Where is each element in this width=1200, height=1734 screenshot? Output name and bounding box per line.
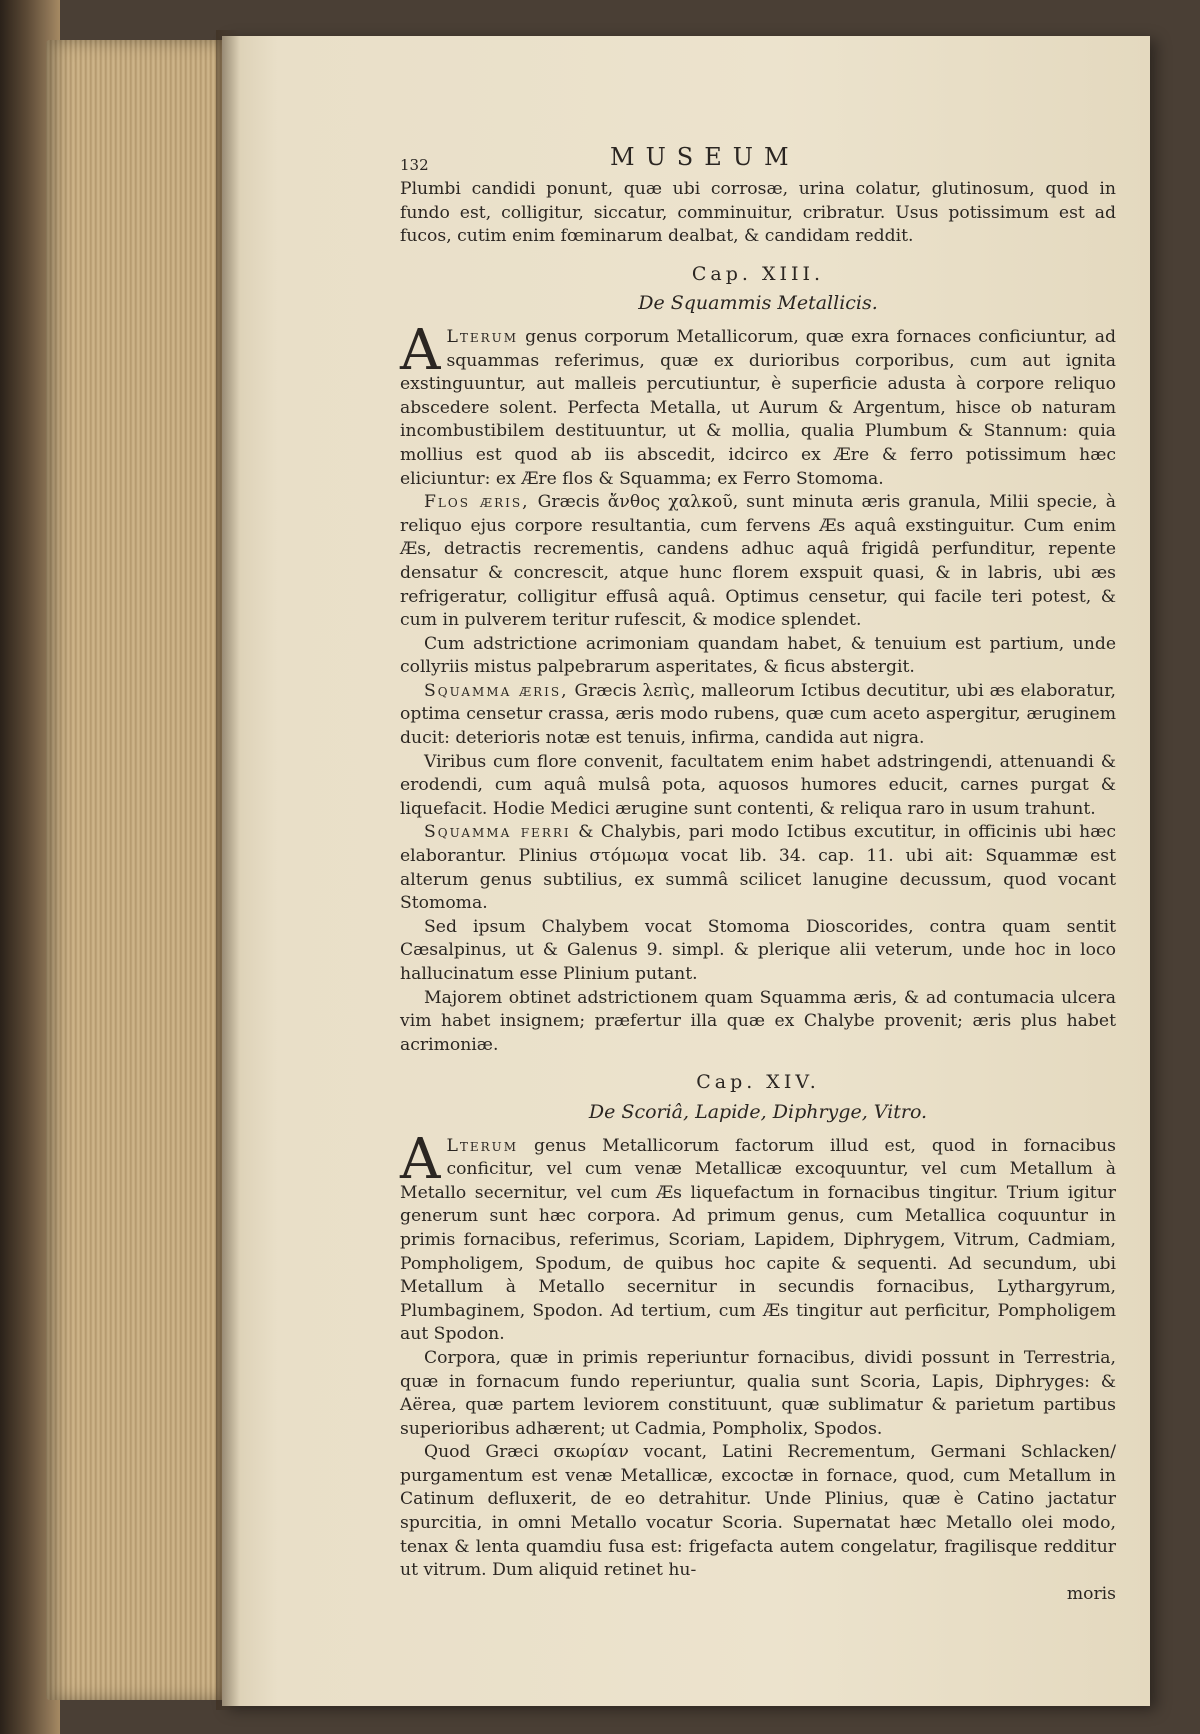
chapter-title: De Squammis Metallicis. [638, 292, 878, 315]
paragraph: Quod Græci σκωρίαν vocant, Latini Recrementum, Germani Schlacken/ purgamentum est venæ Metallicæ, excoctæ in fornace, quod, cum Metallum in Catinum defluxerit, de eo detrahitur. Unde Plinius, quæ è Catino jactatur spurcitia, in omni Metallo vocatur Scoria. Supernatat hæc Metallo olei modo, tenax & lenta quamdiu fusa est: frigefacta autem congelatur, fragilisque redditur ut vitrum. Dum aliquid retinet hu- [400, 1442, 1116, 1581]
paragraph [400, 821, 1116, 915]
running-head: MUSEUM [610, 143, 800, 171]
chapter-heading: Cap. XIII. [691, 262, 825, 285]
paragraph-text: & Chalybis, pari modo Ictibus excutitur, in officinis ubi hæc elaborantur. Plinius στόμωμα vocat lib. 34. cap. 11. ubi ait: Squammæ est alterum genus subtilius, ex summâ scilicet lanugine decussum, quod vocant Stomoma. [400, 822, 1116, 914]
paragraph [400, 680, 1116, 751]
chapter-heading: Cap. XIV. [696, 1071, 820, 1094]
paragraph-text: genus corporum Metallicorum, quæ exra fornaces conficiuntur, ad squammas referimus, quæ ex durioribus corporibus, cum aut ignita exstinguuntur, aut malleis percutiuntur, è superficie adusta à corpore reliquo abscedere solent. Perfecta Metalla, ut Aurum & Argentum, hisce ob naturam incombustibilem destituuntur, ut & mollia, qualia Plumbum & Stannum: quia mollius est quod ab iis abscedit, idcirco ex Ære & ferro potissimum hæc eliciuntur: ex Ære flos & Squamma; ex Ferro Stomoma. [400, 326, 1117, 489]
paragraph-text: Græcis ἄνθος χαλκοῦ, sunt minuta æris granula, Milii specie, à reliquo ejus corpore resultantia, cum fervens Æs aquâ exstinguitur. Cum enim Æs, detractis recrementis, candens adhuc aquâ frigidâ perfunditur, repente densatur & concrescit, atque hunc florem exspuit quasi, & in labris, ubi æs refrigeratur, colligitur effusâ aquâ. Optimus censetur, qui facile teri potest, & cum in pulverem teritur rufescit, & modice splendet. [400, 492, 1116, 631]
paragraph: Cum adstrictione acrimoniam quandam habet, & tenuium est partium, unde collyriis mistus palpebrarum asperitates, & ficus abstergit. [400, 633, 1116, 678]
paragraph [400, 317, 1117, 491]
paragraph-text: genus Metallicorum factorum illud est, quod in fornacibus conficitur, vel cum venæ Metallicæ excoquuntur, vel cum Metallum à Metallo secernitur, vel cum Æs liquefactum in fornacibus tingitur. Trium igitur generum sunt hæc corpora. Ad primum genus, cum Metallica coquuntur in primis fornacibus, referimus, Scoriam, Lapidem, Diphrygem, Vitrum, Cadmiam, Pompholigem, Spodum, de quibus hoc capite & sequenti. Ad secundum, ubi Metallum à Metallo secernitur in secundis fornacibus, Lythargyrum, Plumbaginem, Spodon. Ad tertium, cum Æs tingitur aut perficitur, Pompholigem aut Spodon. [400, 1135, 1117, 1345]
paragraph [400, 1126, 1117, 1347]
paragraph: Corpora, quæ in primis reperiuntur fornacibus, dividi possunt in Terrestria, quæ in fornacum fundo reperiuntur, qualia sunt Scoria, Lapis, Diphryges: & Aërea, quæ partem leviorem constituunt, quæ sublimatur & parietum partibus superioribus adhærent; ut Cadmia, Pompholix, Spodos. [400, 1347, 1116, 1439]
page-text [400, 143, 1117, 1606]
lead-words: Squamma æris, [424, 680, 569, 701]
page-header [400, 143, 1116, 176]
lead-words: Flos æris, [424, 492, 530, 513]
paragraph: Plumbi candidi ponunt, quæ ubi corrosæ, urina colatur, glutinosum, quod in fundo est, colligitur, siccatur, comminuitur, cribratur. Usus potissimum est ad fucos, cutim enim fœminarum dealbat, & candidam reddit. [400, 179, 1116, 247]
paragraph: Sed ipsum Chalybem vocat Stomoma Dioscorides, contra quam sentit Cæsalpinus, ut & Galenus 9. simpl. & plerique alii veterum, unde hoc in loco hallucinatum esse Plinium putant. [400, 916, 1116, 984]
book-page [222, 36, 1150, 1706]
lead-words: Squamma ferri [424, 822, 571, 843]
drop-cap: A [400, 317, 441, 383]
lead-words: Lterum [446, 326, 519, 347]
drop-cap: A [400, 1126, 441, 1192]
paragraph: Viribus cum flore convenit, facultatem enim habet adstringendi, attenuandi & erodendi, cum aquâ mulsâ pota, aquosos humores educit, carnes purgat & liquefacit. Hodie Medici ærugine sunt contenti, & reliqua raro in usum trahunt. [400, 751, 1116, 819]
paragraph-text: Græcis λεπὶς, malleorum Ictibus decutitur, ubi æs elaboratur, optima censetur crassa, æris modo rubens, quæ cum aceto aspergitur, æruginem ducit: deterioris notæ est tenuis, infirma, candida aut nigra. [400, 680, 1116, 749]
page-number: 132 [400, 156, 429, 174]
paragraph: Majorem obtinet adstrictionem quam Squamma æris, & ad contumacia ulcera vim habet insignem; præfertur illa quæ ex Chalybe provenit; æris plus habet acrimoniæ. [400, 987, 1116, 1055]
chapter-title: De Scoriâ, Lapide, Diphryge, Vitro. [588, 1100, 928, 1123]
page-edges [46, 40, 232, 1700]
page-gutter-shadow [216, 30, 240, 1710]
lead-words: Lterum [446, 1135, 519, 1156]
catchword: moris [1066, 1583, 1116, 1604]
paragraph [400, 491, 1116, 633]
